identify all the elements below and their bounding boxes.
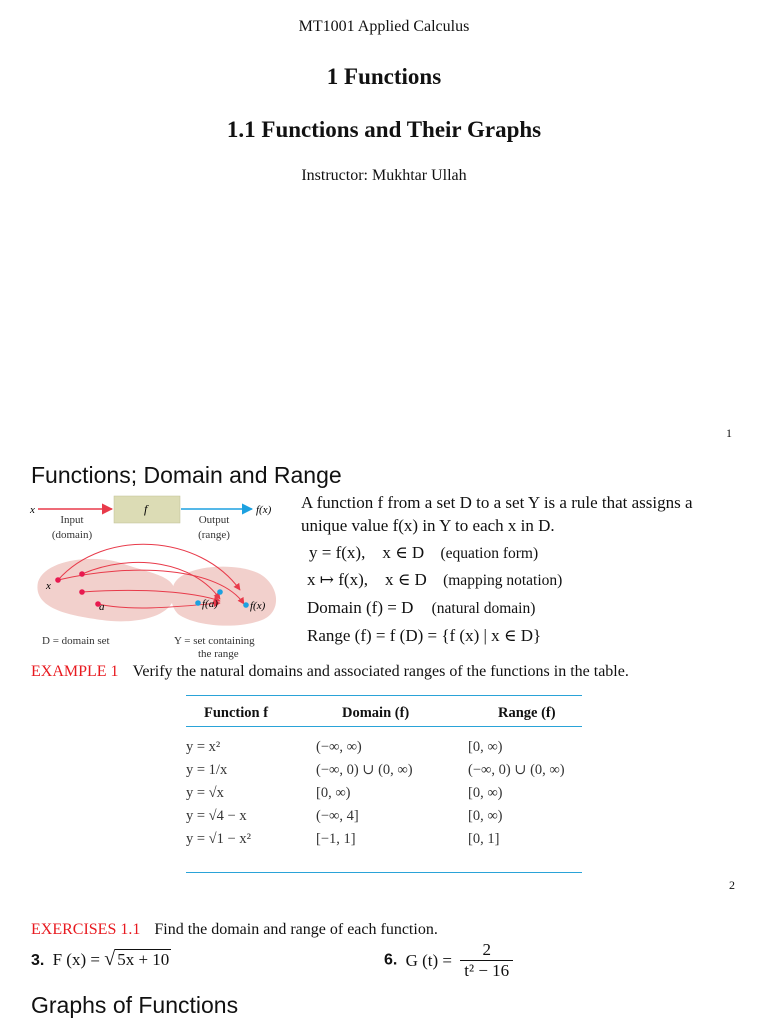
f-label: f xyxy=(144,502,148,516)
exercise-lhs: G (t) = xyxy=(405,950,453,970)
table-row xyxy=(186,805,582,828)
slide-heading: Functions; Domain and Range xyxy=(31,462,342,488)
table-cell: [0, ∞) xyxy=(468,739,503,755)
table-cell: y = √4 − x xyxy=(186,808,247,824)
chapter-title: 1 Functions xyxy=(326,64,442,89)
equation-form-note: (equation form) xyxy=(440,545,539,562)
table-cell: y = 1/x xyxy=(186,762,228,778)
column-header: Range (f) xyxy=(498,705,556,721)
input-sub: (domain) xyxy=(51,529,93,541)
fraction-denominator: t² − 16 xyxy=(460,960,513,981)
table-cell: y = √1 − x² xyxy=(186,831,251,847)
domain-point xyxy=(79,589,85,595)
table-row xyxy=(186,828,582,851)
graphs-heading: Graphs of Functions xyxy=(31,992,239,1018)
table-top-rule xyxy=(186,695,582,696)
exercise-6 xyxy=(384,940,513,981)
example-text: Verify the natural domains and associated ranges of the functions in the table. xyxy=(132,663,629,680)
table-cell: y = √x xyxy=(186,785,224,801)
definition-line-1: A function f from a set D to a set Y is a rule that assigns a xyxy=(301,493,693,512)
fa-point-label: f(a) xyxy=(202,598,218,610)
table-bottom-rule xyxy=(186,872,582,873)
equation-form xyxy=(309,543,538,563)
column-header: Function f xyxy=(204,705,269,721)
natural-domain-math: Domain (f) = D xyxy=(307,598,414,617)
table-cell: [0, 1] xyxy=(468,831,500,847)
a-point-label: a xyxy=(99,601,105,613)
exercises-line xyxy=(31,921,438,939)
output-sub: (range) xyxy=(198,529,230,541)
table-cell: (−∞, 0) ∪ (0, ∞) xyxy=(316,762,413,778)
definition-line-2: unique value f(x) in Y to each x in D. xyxy=(301,516,555,535)
exercise-number: 6. xyxy=(384,951,398,969)
exercises-label: EXERCISES 1.1 xyxy=(31,921,141,938)
domain-caption: D = domain set xyxy=(42,635,110,647)
exercise-number: 3. xyxy=(31,952,45,969)
range-caption: Y = set containing xyxy=(174,635,255,647)
exercise-3 xyxy=(31,948,171,971)
section-title: 1.1 Functions and Their Graphs xyxy=(226,117,542,142)
exercises-text: Find the domain and range of each function. xyxy=(154,921,438,938)
table-cell: [0, ∞) xyxy=(316,785,351,801)
fx-label: f(x) xyxy=(256,504,272,516)
sqrt-icon: √ xyxy=(104,948,116,970)
page-number: 2 xyxy=(729,878,735,892)
fraction xyxy=(460,940,513,981)
range-set xyxy=(171,567,276,626)
radicand: 5x + 10 xyxy=(117,950,170,969)
function-diagram xyxy=(24,492,284,662)
example-line xyxy=(31,663,629,681)
output-label: Output xyxy=(198,514,230,526)
range-caption-2: the range xyxy=(198,648,239,660)
range-point xyxy=(195,600,201,606)
natural-domain-note: (natural domain) xyxy=(431,600,536,617)
input-label: Input xyxy=(60,514,84,526)
table-row xyxy=(186,782,582,805)
equation-form-math: y = f(x), x ∈ D xyxy=(309,543,425,562)
domain-set xyxy=(37,559,174,621)
mapping-notation-math: x ↦ f(x), x ∈ D xyxy=(307,570,427,589)
column-header: Domain (f) xyxy=(342,705,410,721)
instructor: Instructor: Mukhtar Ullah xyxy=(301,167,467,184)
table-cell: [−1, 1] xyxy=(316,831,356,847)
fx-point-label: f(x) xyxy=(250,600,266,612)
table-cell: (−∞, 4] xyxy=(316,808,359,824)
example-label: EXAMPLE 1 xyxy=(31,663,119,680)
domain-point xyxy=(55,577,61,583)
range-point xyxy=(243,602,249,608)
table-cell: (−∞, 0) ∪ (0, ∞) xyxy=(468,762,565,778)
table-cell: [0, ∞) xyxy=(468,785,503,801)
table-cell: [0, ∞) xyxy=(468,808,503,824)
range-definition: Range (f) = f (D) = {f (x) | x ∈ D} xyxy=(307,626,542,645)
table-header-row xyxy=(186,699,582,726)
table-row xyxy=(186,736,582,759)
x-label: x xyxy=(30,504,35,516)
fraction-numerator: 2 xyxy=(482,940,491,959)
x-point-label: x xyxy=(46,580,51,592)
mapping-notation xyxy=(307,570,562,590)
natural-domain xyxy=(307,598,535,618)
table-row xyxy=(186,759,582,782)
page-number: 1 xyxy=(726,426,732,440)
range-point xyxy=(217,589,223,595)
table-cell: y = x² xyxy=(186,739,221,755)
exercise-lhs: F (x) = xyxy=(52,950,100,969)
domain-point xyxy=(79,571,85,577)
table-cell: (−∞, ∞) xyxy=(316,739,362,755)
domain-range-table xyxy=(186,699,582,851)
mapping-notation-note: (mapping notation) xyxy=(443,572,563,589)
course-title: MT1001 Applied Calculus xyxy=(298,18,470,35)
